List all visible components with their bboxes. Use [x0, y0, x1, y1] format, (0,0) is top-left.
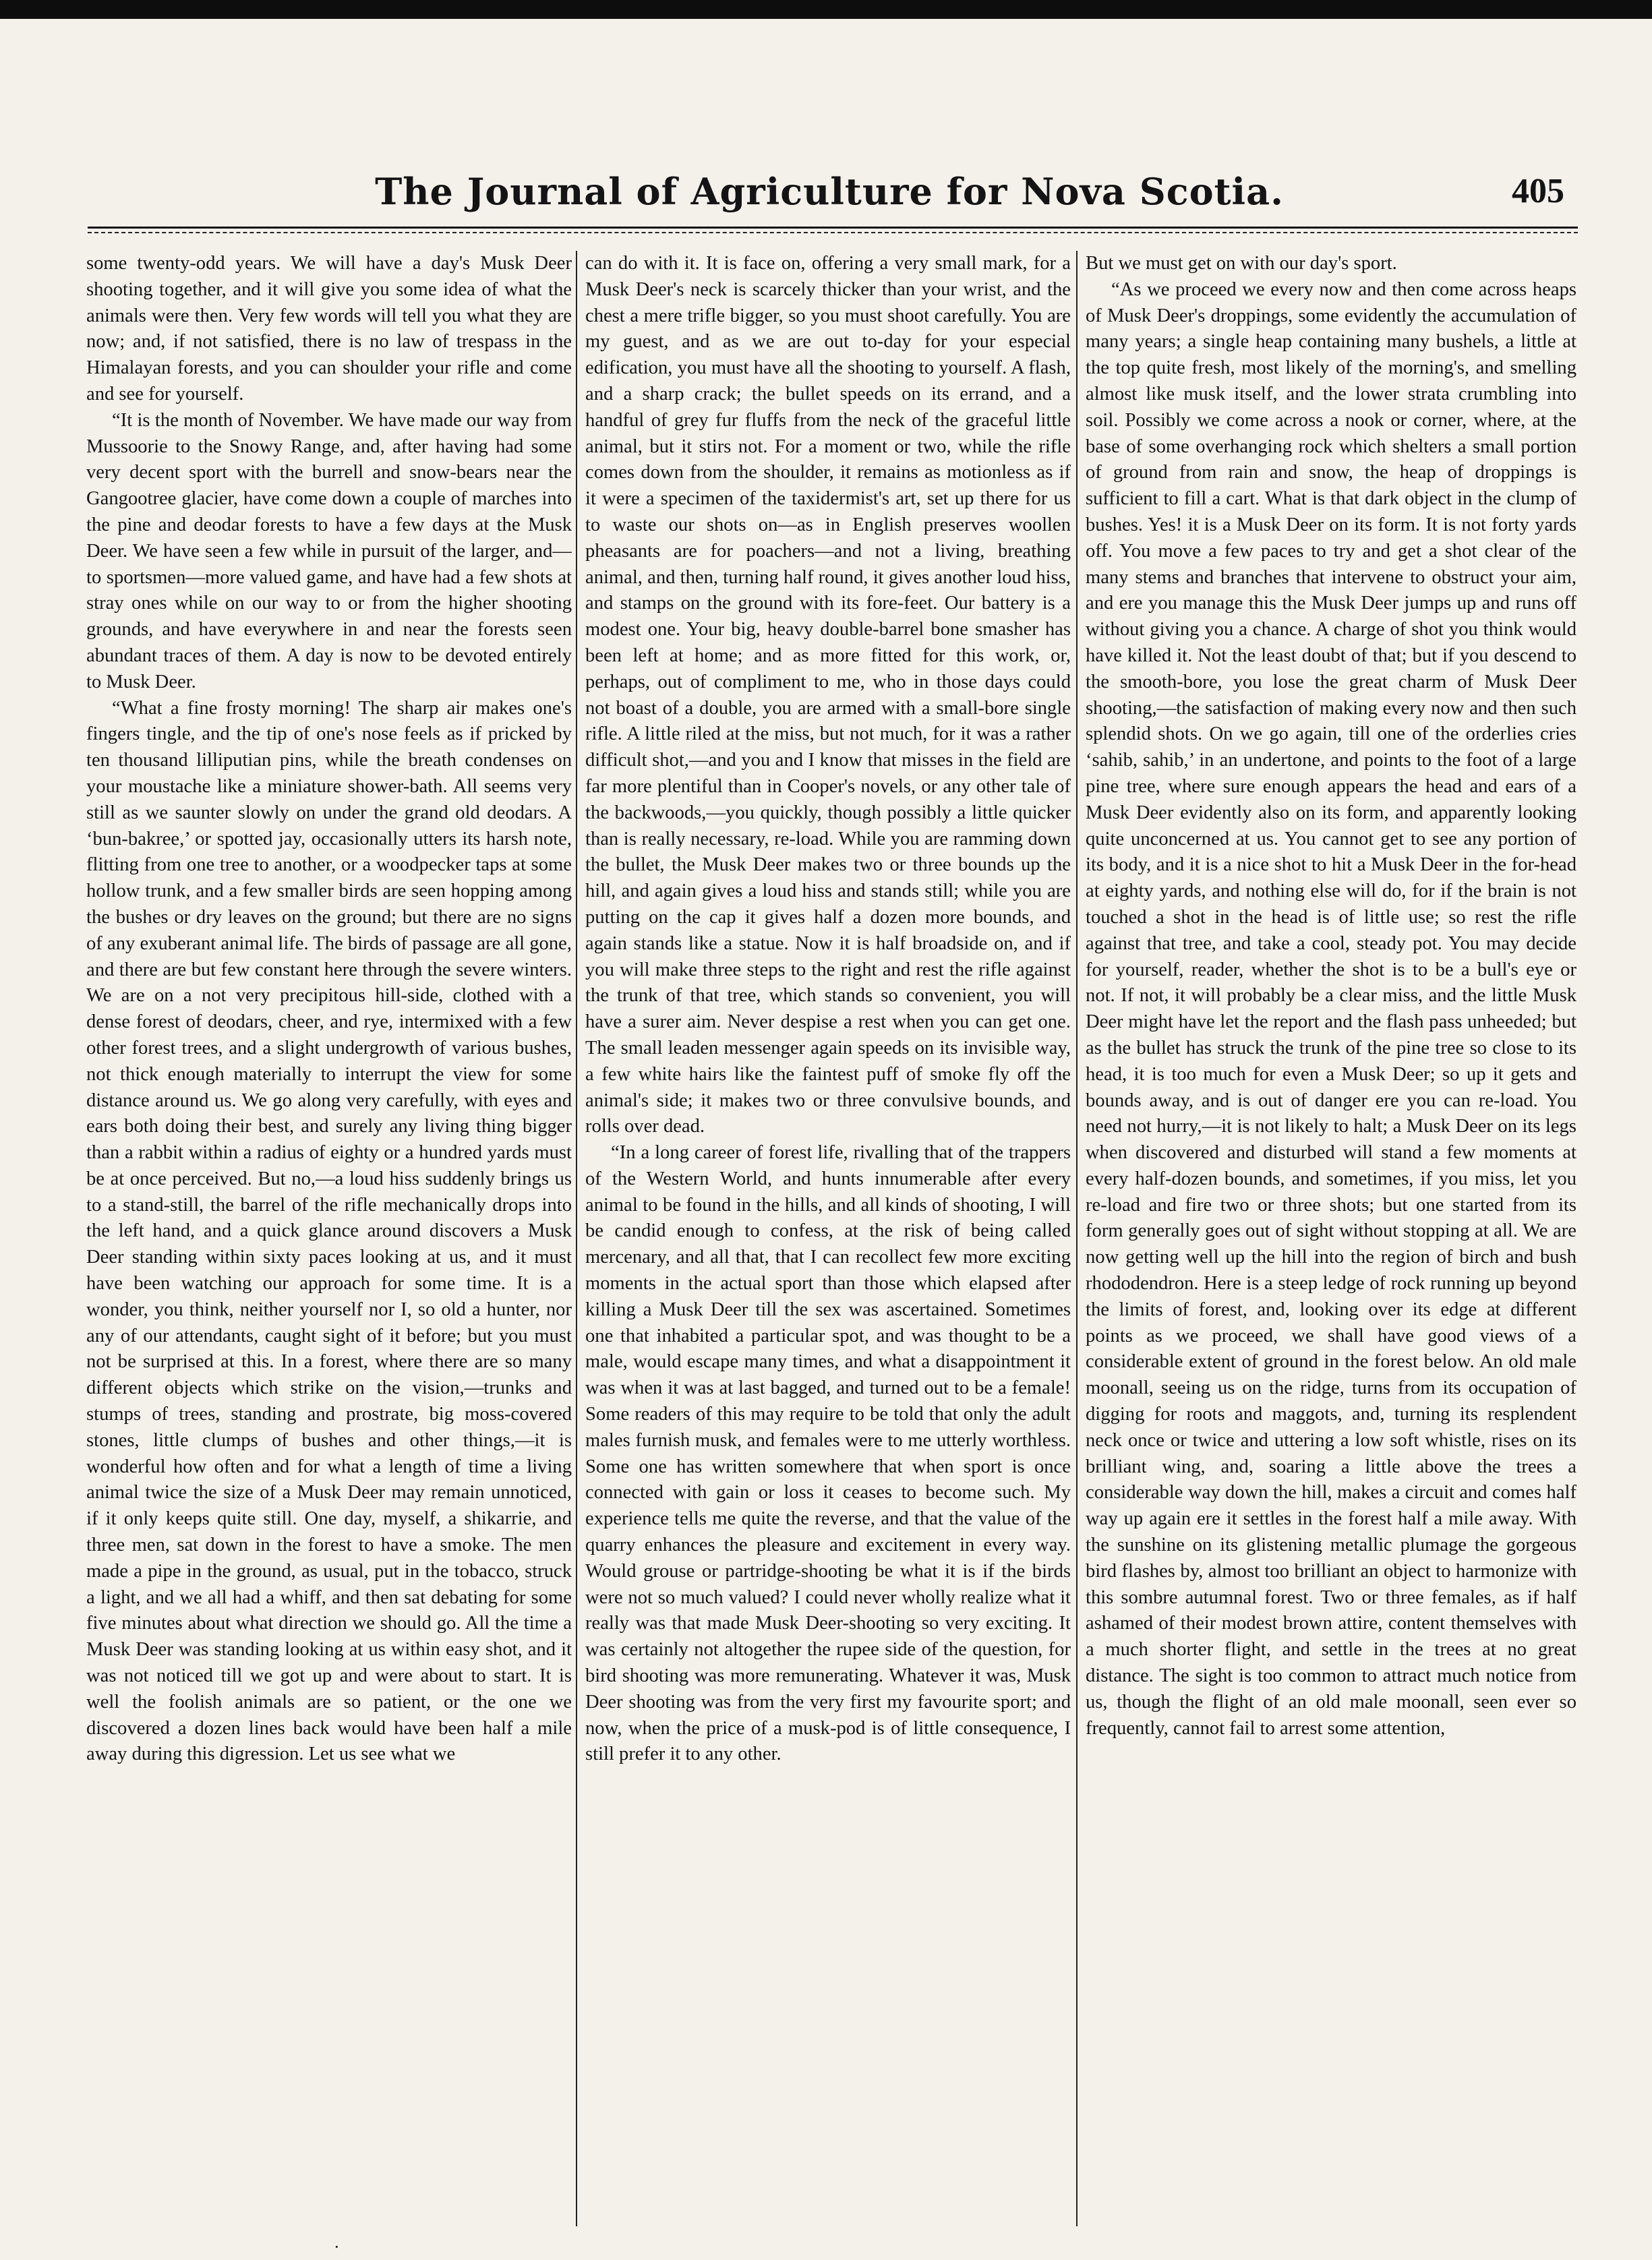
page-number: 405	[1512, 172, 1564, 210]
paragraph: “As we proceed we every now and then come across heaps of Musk Deer's droppings, some evidently the accumulation of many years; a single heap containing many bushels, a little at the top quite fresh, most likely of the morning's, and smelling almost like musk itself, and the lower strata crumbling into soil. Possibly we come across a nook or corner, where, at the base of some overhanging rock which shelters a small portion of ground from rain and snow, the heap of droppings is sufficient to fill a cart. What is that dark object in the clump of bushes. Yes! it is a Musk Deer on its form. It is not forty yards off. You move a few paces to try and get a shot clear of the many stems and branches that intervene to obstruct your aim, and ere you manage this the Musk Deer jumps up and runs off without giving you a chance. A charge of shot you think would have killed it. Not the least doubt of that; but if you descend to the smooth-bore, you lose the great charm of Musk Deer shooting,—the satisfaction of making every now and then such splendid shots. On we go again, till one of the orderlies cries ‘sahib, sahib,’ in an undertone, and points to the foot of a large pine tree, where sure enough appears the head and ears of a Musk Deer evidently also on its form, and apparently looking quite unconcerned at us. You cannot get to see any portion of its body, and it is a nice shot to hit a Musk Deer in the for-head at eighty yards, and nothing else will do, for if the brain is not touched a shot in the head is of little use; so rest the rifle against that tree, and take a cool, steady pot. You may decide for yourself, reader, whether the shot is to be a bull's eye or not. If not, it will probably be a clear miss, and the little Musk Deer might have let the report and the flash pass unheeded; but as the bullet has struck the trunk of the pine tree so close to its head, it is too much for even a Musk Deer; so up it gets and bounds away, and is out of danger ere you can re-load. You need not hurry,—it is not likely to halt; a Musk Deer on its legs when discovered and disturbed will stand a few moments at every half-dozen bounds, and sometimes, if you miss, let you re-load and fire two or three shots; but one started from its form generally goes out of sight without stopping at all. We are now getting well up the hill into the region of birch and bush rhododendron. Here is a steep ledge of rock running up beyond the limits of forest, and, looking over its edge at different points as we proceed, we shall have good views of a considerable extent of ground in the forest below. An old male moonall, seeing us on the ridge, turns from its occupation of digging for roots and maggots, and, turning its resplendent neck once or twice and uttering a low soft whistle, rises on its brilliant wing, and, soaring a little above the trees a considerable way down the hill, makes a circuit and comes half way up again ere it settles in the forest half a mile away. With the sunshine on its glistening metallic plumage the gorgeous bird flashes by, almost too brilliant an object to harmonize with this sombre autumnal forest. Two or three females, as if half ashamed of their modest brown attire, content themselves with a much shorter flight, and settle in the trees at no great distance. The sight is too common to attract much notice from us, though the flight of an old male moonall, seen ever so frequently, cannot fail to arrest some attention,	[1086, 278, 1576, 1739]
paragraph: some twenty-odd years. We will have a day's Musk Deer shooting together, and it will give you some idea of what the animals were then. Very few words will tell you what they are now; and, if not satisfied, there is no law of trespass in the Himalayan forests, and you can shoulder your rifle and come and see for yourself.	[86, 253, 572, 405]
paragraph: can do with it. It is face on, offering a very small mark, for a Musk Deer's neck is scarcely thicker than your wrist, and the chest a mere trifle bigger, so you must shoot carefully. You are my guest, and as we are out to-day for your especial edification, you must have all the shooting to yourself. A flash, and a sharp crack; the bullet speeds on its errand, and a handful of grey fur fluffs from the neck of the graceful little animal, but it stirs not. For a moment or two, while the rifle comes down from the shoulder, it remains as motionless as if it were a specimen of the taxidermist's art, set up there for us to waste our shots on—as in English preserves woollen pheasants are for poachers—and not a living, breathing animal, and then, turning half round, it gives another loud hiss, and stamps on the ground with its fore-feet. Our battery is a modest one. Your big, heavy double-barrel bone smasher has been left at home; and as more fitted for this work, or, perhaps, out of compliment to me, who in those days could not boast of a double, you are armed with a small-bore single rifle. A little riled at the miss, but not much, for it was a rather difficult shot,—and you and I know that misses in the field are far more plentiful than in Cooper's novels, or any other tale of the backwoods,—you quickly, though possibly a little quicker than is really necessary, re-load. While you are ramming down the bullet, the Musk Deer makes two or three bounds up the hill, and again gives a loud hiss and stands still; while you are putting on the cap it gives half a dozen more bounds, and again stands like a statue. Now it is half broadside on, and if you will make three steps to the right and rest the rifle against the trunk of that tree, which stands so convenient, you will have a surer aim. Never despise a rest when you can get one. The small leaden messenger again speeds on its invisible way, a few white hairs like the faintest puff of smoke fly off the animal's side; it makes two or three convulsive bounds, and rolls over dead.	[585, 253, 1071, 1137]
header-rule	[88, 227, 1578, 229]
top-border	[0, 0, 1652, 19]
paragraph: But we must get on with our day's sport.	[1086, 253, 1397, 274]
column-2	[585, 251, 1071, 2220]
paragraph: “In a long career of forest life, rivalling that of the trappers of the Western World, and hunts innumerable after every animal to be found in the hills, and all kinds of shooting, I will be candid enough to confess, at the risk of being called mercenary, and all that, that I can recollect few more exciting moments in the actual sport than those which elapsed after killing a Musk Deer till the sex was ascertained. Sometimes one that inhabited a particular spot, and was thought to be a male, would escape many times, and what a disappointment it was when it was at last bagged, and turned out to be a female! Some readers of this may require to be told that only the adult males furnish musk, and females were to me utterly worthless. Some one has written somewhere that when sport is once connected with gain or loss it ceases to become such. My experience tells me quite the reverse, and that the value of the quarry enhances the pleasure and excitement in every way. Would grouse or partridge-shooting be what it is if the birds were not so much valued? I could never wholly realize what it really was that made Musk Deer-shooting so very exciting. It was certainly not altogether the rupee side of the question, for bird shooting was more remunerating. Whatever it was, Musk Deer shooting was from the very first my favourite sport; and now, when the price of a musk-pod is of little consequence, I still prefer it to any other.	[585, 1142, 1071, 1765]
column-divider	[1076, 251, 1078, 2226]
column-divider	[576, 251, 577, 2226]
running-header	[88, 170, 1571, 224]
column-3	[1086, 251, 1576, 2220]
journal-title: The Journal of Agriculture for Nova Scotia.	[375, 170, 1284, 213]
header-rule-dashed	[88, 232, 1578, 233]
print-mark: ·	[334, 2237, 340, 2257]
paragraph: “It is the month of November. We have made our way from Mussoorie to the Snowy Range, and, after having had some very decent sport with the burrell and snow-bears near the Gangootree glacier, have come down a couple of marches into the pine and deodar forests to have a few days at the Musk Deer. We have seen a few while in pursuit of the larger, and—to sportsmen—more valued game, and have had a few shots at stray ones while on our way to or from the higher shooting grounds, and have everywhere in and near the forests seen abundant traces of them. A day is now to be devoted entirely to Musk Deer.	[86, 409, 572, 692]
column-1	[86, 251, 572, 2220]
paragraph: “What a fine frosty morning! The sharp air makes one's fingers tingle, and the tip of one's nose feels as if pricked by ten thousand lilliputian pins, while the breath condenses on your moustache like a miniature shower-bath. All seems very still as we saunter slowly on under the grand old deodars. A ‘bun-bakree,’ or spotted jay, occasionally utters its harsh note, flitting from one tree to another, or a woodpecker taps at some hollow trunk, and a few smaller birds are seen hopping among the bushes or dry leaves on the ground; but there are no signs of any exuberant animal life. The birds of passage are all gone, and there are but few constant here through the severe winters. We are on a not very precipitous hill-side, clothed with a dense forest of deodars, cheer, and rye, intermixed with a few other forest trees, and a slight undergrowth of various bushes, not thick enough materially to interrupt the view for some distance around us. We go along very carefully, with eyes and ears both doing their best, and surely any living thing bigger than a rabbit within a radius of eighty or a hundred yards must be at once perceived. But no,—a loud hiss suddenly brings us to a stand-still, the barrel of the rifle mechanically drops into the left hand, and a quick glance around discovers a Musk Deer standing within sixty paces looking at us, and it must have been watching our approach for some time. It is a wonder, you think, neither yourself nor I, so old a hunter, nor any of our attendants, caught sight of it before; but you must not be surprised at this. In a forest, where there are so many different objects which strike on the vision,—trunks and stumps of trees, standing and prostrate, big moss-covered stones, little clumps of bushes and other things,—it is wonderful how often and for what a length of time a living animal twice the size of a Musk Deer may remain unnoticed, if it only keeps quite still. One day, myself, a shikarrie, and three men, sat down in the forest to have a smoke. The men made a pipe in the ground, as usual, put in the tobacco, struck a light, and we all had a whiff, and then sat debating for some five minutes about what direction we should go. All the time a Musk Deer was standing looking at us within easy shot, and it was not noticed till we got up and were about to start. It is well the foolish animals are so patient, or the one we discovered a dozen lines back would have been half a mile away during this digression. Let us see what we	[86, 697, 572, 1765]
